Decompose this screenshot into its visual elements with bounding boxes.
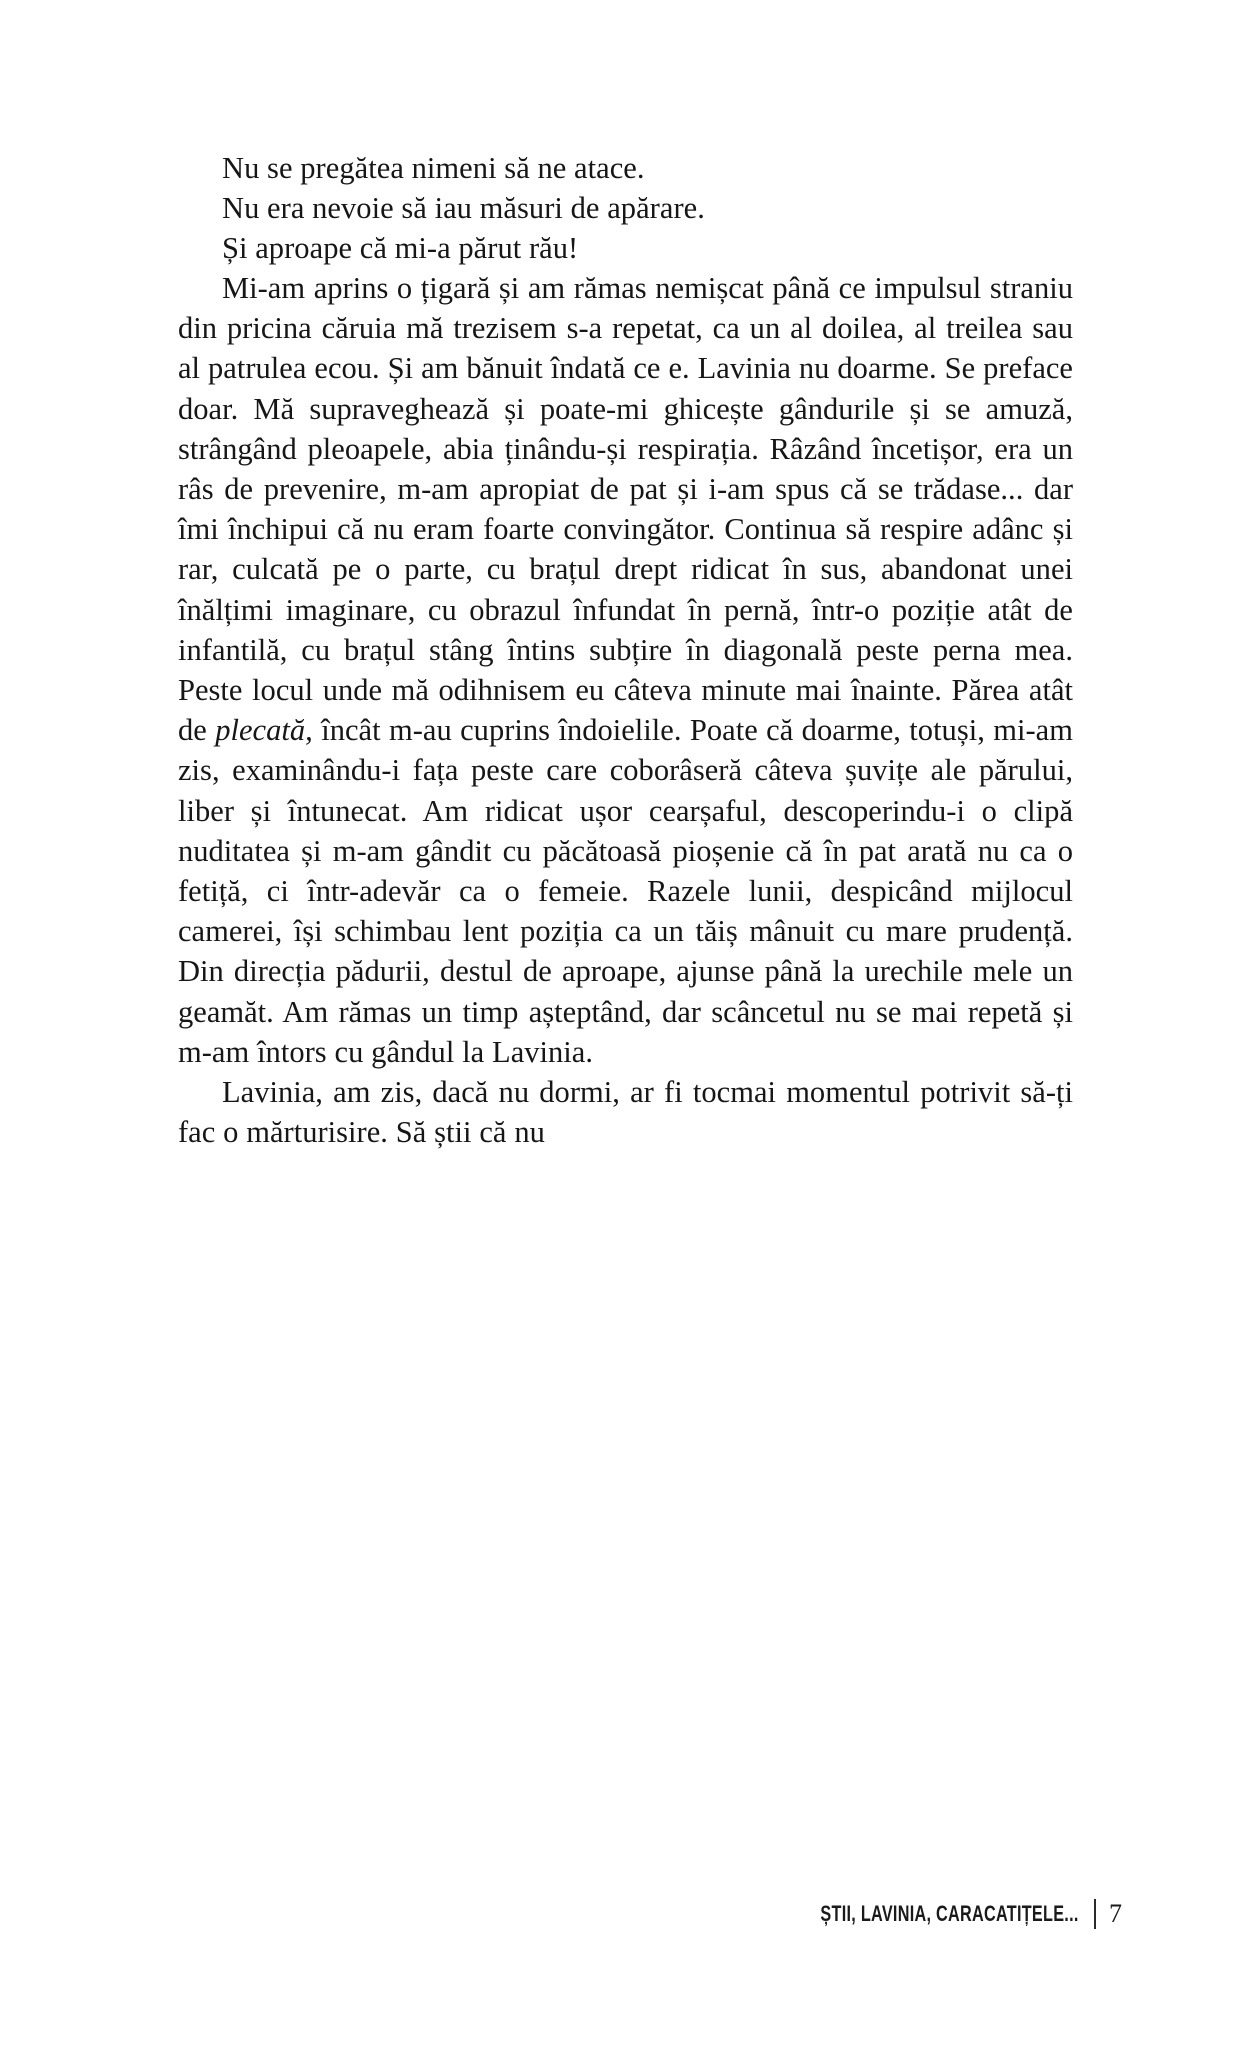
- running-title: ȘTII, LAVINIA, CARACATIȚELE...: [820, 1901, 1079, 1926]
- body-paragraph-1: [178, 268, 1073, 1072]
- page-text-block: [178, 148, 1073, 1152]
- footer-separator-rule: [1094, 1899, 1096, 1929]
- opening-line-2: Nu era nevoie să iau măsuri de apărare.: [222, 191, 705, 225]
- opening-line-1: Nu se pregătea nimeni să ne atace.: [222, 151, 645, 185]
- opening-line-3: Și aproape că mi-a părut rău!: [222, 231, 579, 265]
- page-footer: [0, 1899, 1250, 1929]
- emphasized-word-plecata: plecată,: [215, 713, 313, 748]
- paragraph-1-text-a: Mi-am aprins o țigară și am rămas nemișcat până ce impulsul straniu din pricina căruia mă trezisem s-a repetat, ca un al doilea, al treilea sau al patrulea ecou. Și am bănuit îndată ce e. Lavinia nu doarme. Se preface doar. Mă supraveghează și poate-mi ghicește gândurile și se amuză, strângând pleoapele, abia ținându-și respirația. Râzând încetișor, era un râs de prevenire, m-am apropiat de pat și i-am spus că se trădase... dar îmi închipui că nu eram foarte convingător. Continua să respire adânc și rar, culcată pe o parte, cu brațul drept ridicat în sus, abandonat unei înălțimi imaginare, cu obrazul înfundat în pernă, într-o poziție atât de infantilă, cu brațul stâng întins subțire în diagonală peste perna mea. Peste locul unde mă odihnisem eu câteva minute mai înainte. Părea atât de: [178, 271, 1073, 748]
- page-number: 7: [1109, 1899, 1122, 1928]
- paragraph-1-text-b: încât m-au cuprins îndoielile. Poate că doarme, totuși, mi-am zis, examinându-i fața peste care coborâseră câteva șuvițe ale părului, liber și întunecat. Am ridicat ușor cearșaful, descoperindu-i o clipă nuditatea și m-am gândit cu păcătoasă pioșenie că în pat arată nu ca o fetiță, ci într-adevăr ca o femeie. Razele lunii, despicând mijlocul camerei, își schimbau lent poziția ca un tăiș mânuit cu mare prudență. Din direcția pădurii, destul de aproape, ajunse până la urechile mele un geamăt. Am rămas un timp așteptând, dar scâncetul nu se mai repetă și m-am întors cu gândul la Lavinia.: [178, 713, 1073, 1069]
- body-paragraph-2: Lavinia, am zis, dacă nu dormi, ar fi tocmai momentul potrivit să-ți fac o mărturisire. Să știi că nu: [178, 1075, 1073, 1150]
